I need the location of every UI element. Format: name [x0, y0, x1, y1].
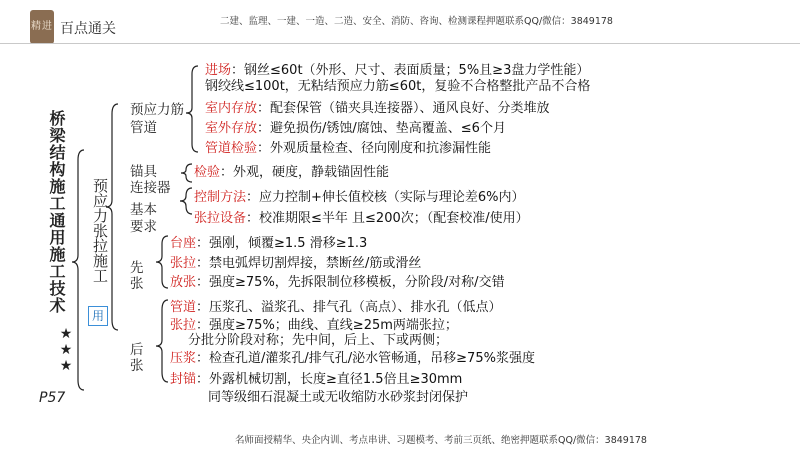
duct-label: 管道 — [170, 300, 197, 315]
pre-tension-label: 张拉 — [170, 256, 197, 271]
post-tension-row — [170, 318, 458, 334]
duct-row — [170, 300, 502, 316]
pretension-label-line1: 先 — [130, 260, 144, 276]
seal-label: 封锚 — [170, 372, 197, 387]
enter-label: 进场 — [205, 63, 232, 78]
bracket-tendon — [186, 66, 198, 152]
outdoor-label: 室外存放 — [205, 121, 258, 136]
post-tension-row-2: 分批分阶段对称；先中间，后上、下或两侧； — [188, 333, 449, 348]
enter-row-2: 钢绞线≤100t，无粘结预应力筋≤60t，复验不合格整批产品不合格 — [205, 79, 591, 94]
importance-stars: ★★★ — [58, 326, 74, 374]
bracket-posttension — [156, 300, 168, 382]
posttension-label-line1: 后 — [130, 342, 144, 358]
seal-row — [170, 372, 462, 388]
tendon-label-line2: 管道 — [130, 120, 157, 136]
grout-label: 压浆 — [170, 351, 197, 366]
bracket-basic — [180, 188, 192, 214]
tendon-label-line1: 预应力筋 — [130, 102, 184, 118]
bottom-contact-note: 名师面授精华、央企内训、考点串讲、习题模考、考前三页纸、绝密押题联系QQ/微信：3849178 — [235, 435, 647, 446]
release-row — [170, 275, 505, 291]
post-tension-text: ：强度≥75%；曲线、直线≥25m两端张拉； — [196, 318, 458, 333]
pretension-label-line2: 张 — [130, 276, 144, 292]
seal-row-2: 同等级细石混凝土或无收缩防水砂浆封闭保护 — [208, 390, 469, 405]
anchor-check-row — [194, 165, 389, 181]
level1-label: 预应力张拉施工 — [91, 178, 109, 283]
control-equip-row — [194, 211, 529, 227]
control-method-row — [194, 190, 525, 206]
release-label: 放张 — [170, 275, 197, 290]
pedestal-row — [170, 236, 367, 252]
main-title: 桥梁结构施工通用施工技术 — [47, 110, 66, 314]
enter-row — [205, 63, 589, 79]
indoor-label: 室内存放 — [205, 101, 258, 116]
usage-badge: 用 — [88, 306, 108, 326]
seal-text: ：外露机械切割，长度≥直径1.5倍且≥30mm — [196, 372, 463, 387]
top-contact-note: 二建、监理、一建、一造、二造、安全、消防、咨询、检测课程押题联系QQ/微信：3849178 — [220, 16, 613, 27]
anchor-check-text: ：外观，硬度，静载锚固性能 — [220, 165, 390, 180]
pedestal-text: ：强刚，倾覆≥1.5 滑移≥1.3 — [196, 236, 368, 251]
control-equip-label: 张拉设备 — [194, 211, 247, 226]
duct-text: ：压浆孔、溢浆孔、排气孔（高点）、排水孔（低点） — [196, 300, 502, 315]
control-method-text: ：应力控制+伸长值校核（实际与理论差6%内） — [246, 190, 525, 205]
pedestal-label: 台座 — [170, 236, 197, 251]
posttension-label-line2: 张 — [130, 358, 144, 374]
control-method-label: 控制方法 — [194, 190, 247, 205]
brand-name: 百点通关 — [60, 21, 116, 37]
post-tension-label: 张拉 — [170, 318, 197, 333]
anchor-label-line1: 锚具 — [130, 164, 157, 180]
anchor-check-label: 检验 — [194, 165, 221, 180]
indoor-text: ：配套保管（锚夹具连接器）、通风良好、分类堆放 — [257, 101, 550, 116]
pipe-label: 管道检验 — [205, 141, 258, 156]
anchor-label-line2: 连接器 — [130, 180, 171, 196]
control-equip-text: ：校准期限≤半年 且≤200次；（配套校准/使用） — [246, 211, 529, 226]
outdoor-text: ：避免损伤/锈蚀/腐蚀、垫高覆盖、≤6个月 — [257, 121, 506, 136]
grout-row — [170, 351, 535, 367]
brand-logo: 精进 — [30, 10, 54, 44]
pre-tension-text: ：禁电弧焊切割焊接，禁断丝/筋或滑丝 — [196, 256, 422, 271]
pipe-row — [205, 141, 491, 157]
outdoor-row — [205, 121, 506, 137]
pre-tension-row — [170, 256, 421, 272]
release-text: ：强度≥75%，先拆限制位移模板，分阶段/对称/交错 — [196, 275, 505, 290]
pipe-text: ：外观质量检查、径向刚度和抗渗漏性能 — [257, 141, 492, 156]
bracket-pretension — [156, 236, 168, 288]
basic-label: 基本要求 — [130, 202, 157, 235]
indoor-row — [205, 101, 550, 117]
enter-text: ：钢丝≤60t（外形、尺寸、表面质量；5%且≥3盘力学性能） — [231, 63, 590, 78]
bracket-anchor — [181, 164, 192, 182]
page-reference: P57 — [39, 390, 66, 406]
grout-text: ：检查孔道/灌浆孔/排气孔/泌水管畅通，吊移≥75%浆强度 — [196, 351, 535, 366]
